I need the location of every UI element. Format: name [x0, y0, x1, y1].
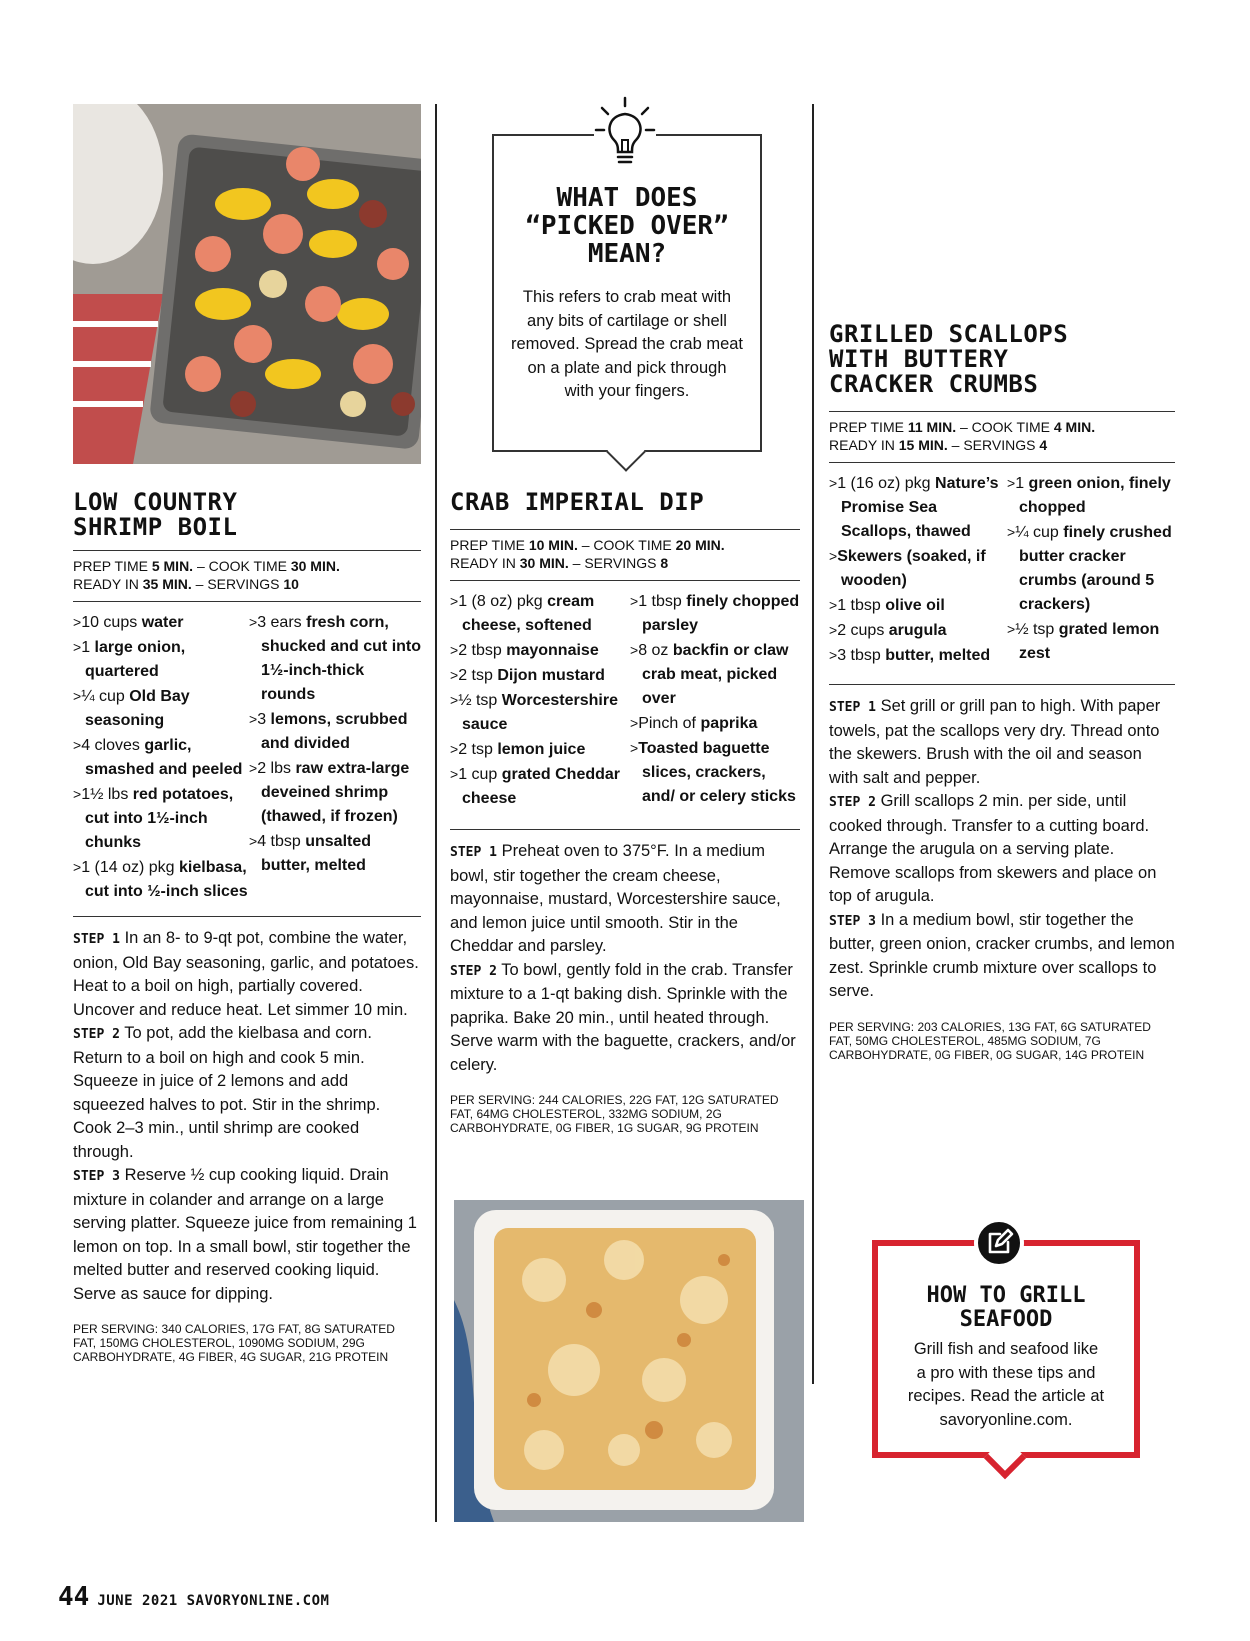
ingredient-item: >3 lemons, scrubbed and divided [249, 711, 408, 752]
ingredient-item: >1 tbsp olive oil [829, 597, 945, 614]
lightbulb-icon [594, 96, 656, 170]
nutrition-info: PER SERVING: 244 CALORIES, 22G FAT, 12G SATURATED FAT, 64MG CHOLESTEROL, 332MG SODIUM, 2G CARBOHYDRATE, 0G FIBER, 1G SUGAR, 9G PROTEIN [450, 1093, 779, 1135]
tip-title: WHAT DOES “PICKED OVER” MEAN? [525, 183, 729, 269]
step: STEP 1 Preheat oven to 375°F. In a medium bowl, stir together the cream cheese, mayonnaise, mustard, Worcestershire sauce, and lemon juice until smooth. Stir in the Cheddar and parsley. [450, 842, 781, 955]
promo-box-pointer [984, 1437, 1026, 1479]
step: STEP 2 To bowl, gently fold in the crab. Transfer mixture to a 1-qt baking dish. Sprinkle with the paprika. Bake 20 min., until heated through. Serve warm with the baguette, crackers, and/or celery. [450, 960, 796, 1074]
ingredient-item: >¼ cup Old Bay seasoning [73, 688, 190, 729]
promo-title: HOW TO GRILL SEAFOOD [926, 1283, 1086, 1332]
step: STEP 3 In a medium bowl, stir together the butter, green onion, cracker crumbs, and lemon zest. Sprinkle crumb mixture over scallops to serve. [829, 910, 1175, 1000]
ingredient-item: >4 tbsp unsalted butter, melted [249, 833, 372, 874]
ingredient-item: >½ tsp grated lemon zest [1007, 621, 1160, 662]
ingredients-left [73, 610, 249, 904]
ingredient-item: >Pinch of paprika [630, 715, 758, 732]
ingredient-item: >1 green onion, finely chopped [1007, 475, 1171, 516]
ingredient-item: >2 tsp lemon juice [450, 741, 586, 758]
ingredient-item: >1 (14 oz) pkg kielbasa, cut into ½-inch slices [73, 859, 248, 900]
ingredient-item: >1½ lbs red potatoes, cut into 1½-inch chunks [73, 786, 234, 851]
ingredient-item: >3 ears fresh corn, shucked and cut into 1½-inch-thick rounds [249, 614, 422, 703]
ingredients-left [450, 589, 630, 811]
column-divider-left [435, 104, 437, 1522]
step: STEP 3 Reserve ½ cup cooking liquid. Drain mixture in colander and arrange on a large serving platter. Squeeze juice from remaining 1 lemon on top. In a small bowl, stir together the melted butter and reserved cooking liquid. Serve as sauce for dipping. [73, 1166, 417, 1303]
ingredients-right [1007, 471, 1175, 668]
ingredient-item: >¼ cup finely crushed butter cracker crumbs (around 5 crackers) [1007, 524, 1172, 613]
recipe-steps [829, 684, 1175, 1004]
ingredient-item: >2 lbs raw extra-large deveined shrimp (thawed, if frozen) [249, 760, 410, 825]
ingredient-item: >1 cup grated Cheddar cheese [450, 766, 621, 807]
recipe-meta: PREP TIME 10 MIN. – COOK TIME 20 MIN. READY IN 30 MIN. – SERVINGS 8 [450, 529, 800, 572]
ingredient-item: >2 tbsp mayonnaise [450, 642, 599, 659]
tip-box-content [494, 136, 760, 404]
ingredient-item: >2 cups arugula [829, 622, 947, 639]
tip-box-picked-over [492, 134, 762, 452]
ingredient-item: >3 tbsp butter, melted [829, 647, 991, 664]
page-footer [58, 1582, 329, 1612]
ingredients-list [73, 601, 421, 904]
recipe-crab-imperial-dip [450, 490, 800, 1135]
step: STEP 1 Set grill or grill pan to high. With paper towels, pat the scallops very dry. Thread onto the skewers. Brush with the oil and season with salt and pepper. [829, 697, 1161, 787]
crab-imperial-dip-photo [454, 1200, 804, 1522]
ingredient-item: >2 tsp Dijon mustard [450, 667, 605, 684]
ingredient-item: >1 large onion, quartered [73, 639, 186, 680]
ingredient-item: >1 (8 oz) pkg cream cheese, softened [450, 593, 595, 634]
recipe-steps [450, 829, 800, 1077]
ingredient-item: >1 (16 oz) pkg Nature’s Promise Sea Scallops, thawed [829, 475, 999, 540]
recipe-meta: PREP TIME 5 MIN. – COOK TIME 30 MIN. READY IN 35 MIN. – SERVINGS 10 [73, 550, 421, 593]
ingredient-item: >Toasted baguette slices, crackers, and/ or celery sticks [630, 740, 796, 805]
step: STEP 2 Grill scallops 2 min. per side, until cooked through. Transfer to a cutting board. Arrange the arugula on a serving plate. Remove scallops from skewers and place on top of arugula. [829, 792, 1157, 905]
ingredients-left [829, 471, 1007, 668]
tip-body: This refers to crab meat with any bits of cartilage or shell removed. Spread the crab meat on a plate and pick through with your fingers. [510, 288, 744, 400]
ingredients-right [630, 589, 800, 811]
shrimp-boil-photo [73, 104, 421, 464]
nutrition-info: PER SERVING: 340 CALORIES, 17G FAT, 8G SATURATED FAT, 150MG CHOLESTEROL, 1090MG SODIUM, 29G CARBOHYDRATE, 4G FIBER, 4G SUGAR, 21G PROTEIN [73, 1322, 395, 1364]
promo-body: Grill fish and seafood like a pro with these tips and recipes. Read the article at savoryonline.com. [907, 1340, 1105, 1429]
ingredient-item: >8 oz backfin or claw crab meat, picked over [630, 642, 789, 707]
recipe-steps [73, 916, 421, 1306]
ingredient-item: >10 cups water [73, 614, 184, 631]
tip-box-pointer [606, 432, 646, 472]
ingredients-list [450, 580, 800, 811]
recipe-title: CRAB IMPERIAL DIP [450, 488, 705, 516]
recipe-meta: PREP TIME 11 MIN. – COOK TIME 4 MIN. READY IN 15 MIN. – SERVINGS 4 [829, 411, 1175, 454]
recipe-title: LOW COUNTRY SHRIMP BOIL [73, 488, 238, 541]
column-divider-right [812, 104, 814, 1384]
recipe-title: GRILLED SCALLOPS WITH BUTTERY CRACKER CRUMBS [829, 320, 1069, 398]
page-number: 44 [58, 1582, 90, 1612]
step: STEP 1 In an 8- to 9-qt pot, combine the water, onion, Old Bay seasoning, garlic, and potatoes. Heat to a boil on high, partially covered. Uncover and reduce heat. Let simmer 10 min. [73, 929, 419, 1019]
ingredient-item: >1 tbsp finely chopped parsley [630, 593, 800, 634]
promo-box-content [878, 1246, 1134, 1432]
ingredients-right [249, 610, 421, 904]
nutrition-info: PER SERVING: 203 CALORIES, 13G FAT, 6G SATURATED FAT, 50MG CHOLESTEROL, 485MG SODIUM, 7G CARBOHYDRATE, 0G FIBER, 0G SUGAR, 14G PROTEIN [829, 1019, 1151, 1062]
step: STEP 2 To pot, add the kielbasa and corn. Return to a boil on high and cook 5 min. Squeeze in juice of 2 lemons and add squeezed halves to pot. Stir in the shrimp. Cook 2–3 min., until shrimp are cooked through. [73, 1024, 381, 1161]
recipe-grilled-scallops [829, 322, 1175, 1062]
footer-issue-site: JUNE 2021 SAVORYONLINE.COM [97, 1593, 330, 1609]
recipe-shrimp-boil [73, 490, 421, 1364]
ingredients-list [829, 462, 1175, 668]
promo-box-grill-seafood[interactable] [872, 1240, 1140, 1458]
ingredient-item: >4 cloves garlic, smashed and peeled [73, 737, 243, 778]
ingredient-item: >Skewers (soaked, if wooden) [829, 548, 986, 589]
edit-icon [974, 1218, 1024, 1268]
ingredient-item: >½ tsp Worcestershire sauce [450, 692, 618, 733]
